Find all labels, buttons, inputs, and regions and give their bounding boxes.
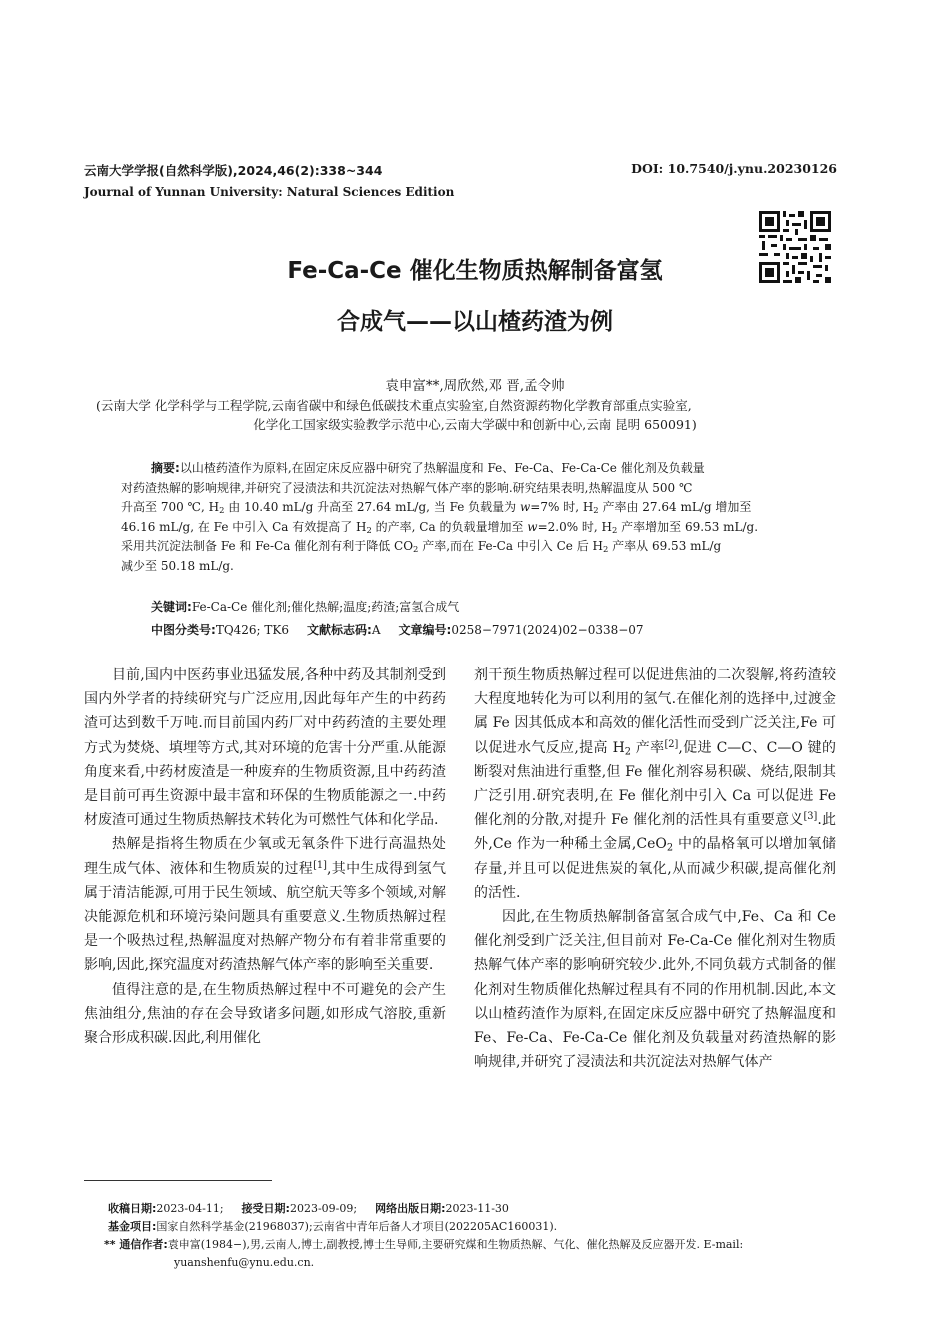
footnote-divider: [84, 1180, 272, 1181]
body-column-right: [474, 663, 836, 1074]
article-number: 0258−7971(2024)02−0338−07: [451, 623, 644, 637]
document-code: A: [371, 623, 381, 637]
paragraph: 因此,在生物质热解制备富氢合成气中,Fe、Ca 和 Ce 催化剂受到广泛关注,但目前对 Fe-Ca-Ce 催化剂对生物质热解气体产率的影响研究较少.此外,不同负载方式制备的催化剂对生物质催化热解过程具有不同的作用机制.因此,本文以山楂药渣作为原料,在固定床反应器中研究了热解温度和 Fe、Fe-Ca、Fe-Ca-Ce 催化剂及负载量对药渣热解的影响规律,并研究了浸渍法和共沉淀法对热解气体产: [474, 909, 836, 1071]
keywords: [151, 598, 459, 615]
citation-ref[interactable]: [1]: [313, 859, 327, 871]
journal-english-name: Journal of Yunnan University: Natural Sciences Edition: [84, 185, 455, 199]
citation-ref[interactable]: [3]: [803, 811, 818, 823]
abstract: 摘要:以山楂药渣作为原料,在固定床反应器中研究了热解温度和 Fe、Fe-Ca、Fe-Ca-Ce 催化剂及负载量 对药渣热解的影响规律,并研究了浸渍法和共沉淀法对热解气体产率的影响.研究结果表明,热解温度从 500 ℃ 升高至 700 ℃, $H_2$ 由 10.40 mL/g 升高至 27.64 mL/g, 当 Fe 负载量为 w=7% 时, $H_2$ 产率由 27.64 mL/g 增加至 46.16 mL/g, 在 Fe 中引入 Ca 有效提高了 $H_2$ 的产率, Ca 的负载量增加至 w=2.0% 时, $H_2$ 产率增加至 69.53 mL/g. 采用共沉淀法制备 Fe 和 Fe-Ca 催化剂有利于降低 $CO_2$ 产率,而在 Fe-Ca 中引入 Ce 后 $H_2$ 产率从 69.53 mL/g 减少至 50.18 mL/g.: [121, 461, 759, 573]
footnote-funding: 基金项目:国家自然科学基金(21968037);云南省中青年后备人才项目(202205AC160031).: [108, 1220, 558, 1233]
paper-title-line-2: 合成气——以山楂药渣为例: [337, 309, 613, 335]
keywords-label: 关键词:: [151, 600, 192, 614]
journal-citation: 云南大学学报(自然科学版),2024,46(2):338~344: [84, 163, 383, 178]
footnote-dates: 收稿日期:2023-04-11; 接受日期:2023-09-09; 网络出版日期:2023-11-30: [108, 1202, 509, 1215]
clc-number: TQ426; TK6: [215, 623, 290, 637]
paragraph: 目前,国内中医药事业迅猛发展,各种中药及其制剂受到国内外学者的持续研究与广泛应用,因此每年产生的中药药渣可达到数千万吨.而目前国内药厂对中药药渣的主要处理方式为焚烧、填埋等方式,其对环境的危害十分严重.从能源角度来看,中药材废渣是一种废弃的生物质资源,且中药药渣是目前可再生资源中最丰富和环保的生物质能源之一.中药材废渣可通过生物质热解技术转化为可燃性气体和化学品.: [84, 667, 446, 829]
doi[interactable]: DOI: 10.7540/j.ynu.20230126: [631, 161, 837, 176]
affiliation-line-1: (云南大学 化学科学与工程学院,云南省碳中和绿色低碳技术重点实验室,自然资源药物化学教育部重点实验室,: [96, 398, 692, 413]
classification-line: 中图分类号:TQ426; TK6 文献标志码:A 文章编号:0258−7971(2024)02−0338−07: [151, 623, 644, 637]
paragraph: 剂干预生物质热解过程可以促进焦油的二次裂解,将药渣较大程度地转化为可以利用的氢气.在催化剂的选择中,过渡金属 Fe 因其低成本和高效的催化活性而受到广泛关注,Fe 可以促进水气反应,提高 $H_2$ 产率[2],促进 C—C、C—O 键的断裂对焦油进行重整,但 Fe 催化剂容易积碳、烧结,限制其广泛引用.研究表明,在 Fe 催化剂中引入 Ca 可以促进 Fe 催化剂的分散,对提升 Fe 催化剂的活性具有重要意义[3].此外,Ce 作为一种稀土金属,CeO$_2$ 中的晶格氧可以增加氧储存量,并且可以促进焦炭的氧化,从而减少积碳,提高催化剂的活性.: [474, 667, 837, 901]
paper-title-line-1: Fe-Ca-Ce 催化生物质热解制备富氢: [287, 258, 663, 284]
paragraph: 热解是指将生物质在少氧或无氧条件下进行高温热处理生成气体、液体和生物质炭的过程[1],其中生成得到氢气属于清洁能源,可用于民生领域、航空航天等多个领域,对解决能源危机和环境污染问题具有重要意义.生物质热解过程是一个吸热过程,热解温度对热解产物分布有着非常重要的影响,因此,探究温度对药渣热解气体产率的影响至关重要.: [84, 836, 447, 974]
keywords-text: Fe-Ca-Ce 催化剂;催化热解;温度;药渣;富氢合成气: [191, 600, 460, 614]
author-email[interactable]: yuanshenfu@ynu.edu.cn.: [174, 1256, 315, 1269]
footnote-corresponding-author: ** 通信作者:袁申富(1984−),男,云南人,博士,副教授,博士生导师,主要研究煤和生物质热解、气化、催化热解及反应器开发. E-mail:: [104, 1238, 744, 1251]
affiliation-line-2: 化学化工国家级实验教学示范中心,云南大学碳中和创新中心,云南 昆明 650091): [253, 417, 697, 432]
author-list: 袁申富**,周欣然,邓 晋,孟令帅: [385, 378, 565, 394]
paragraph: 值得注意的是,在生物质热解过程中不可避免的会产生焦油组分,焦油的存在会导致诸多问题,如形成气溶胶,重新聚合形成积碳.因此,利用催化: [84, 981, 446, 1047]
abstract-label: 摘要:: [151, 461, 180, 475]
citation-ref[interactable]: [2]: [664, 738, 679, 750]
body-column-left: [84, 663, 446, 1050]
